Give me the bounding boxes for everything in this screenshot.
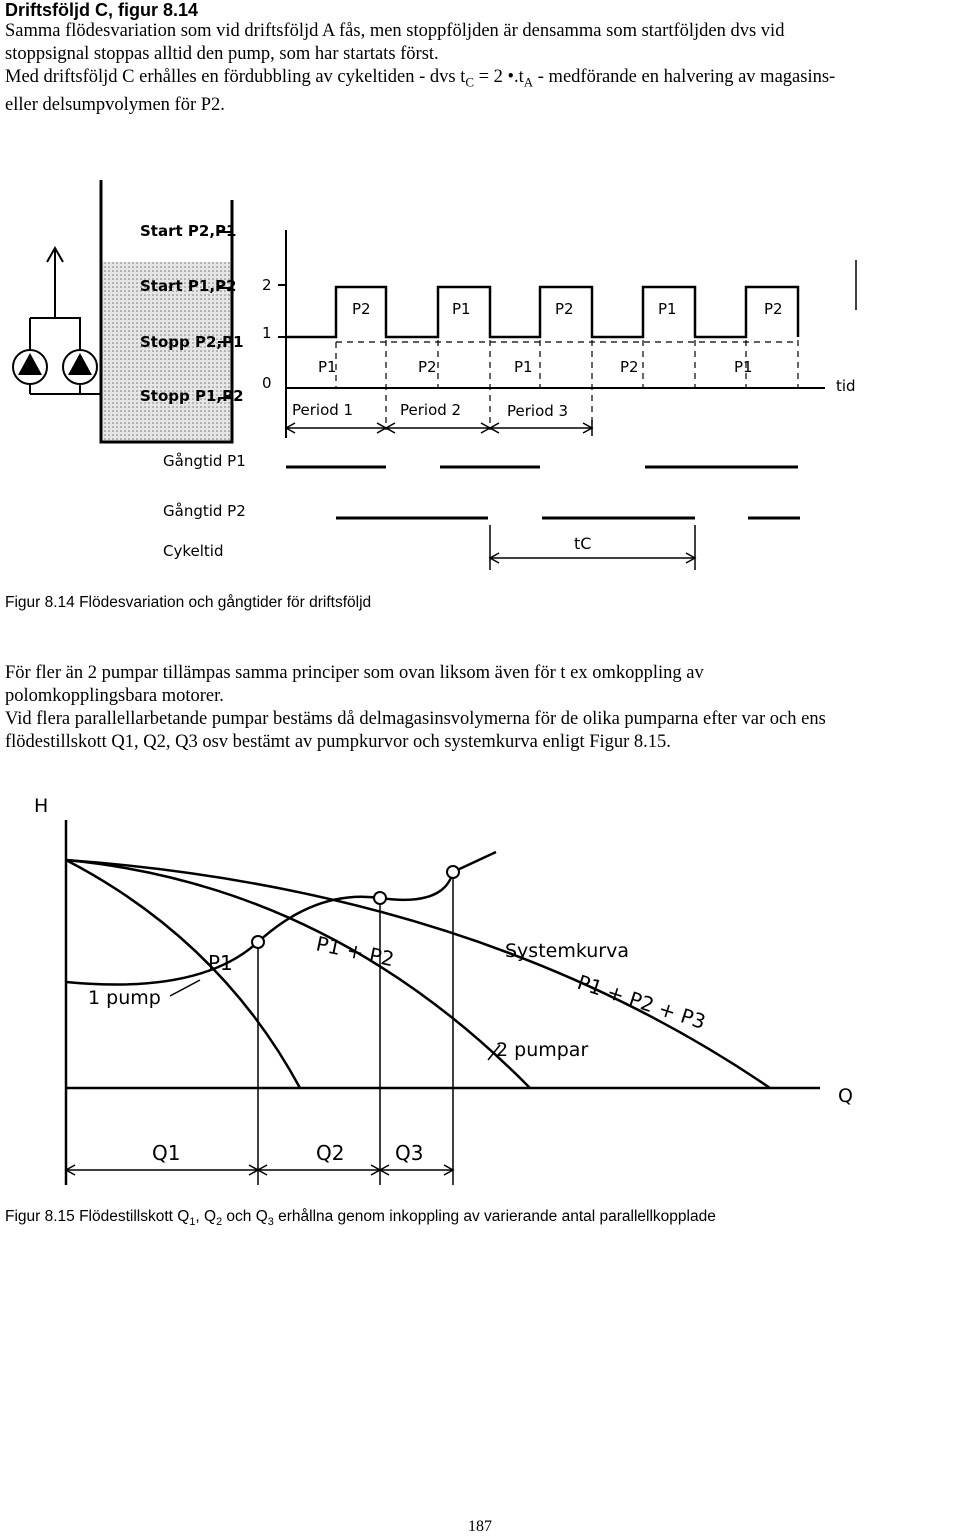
label-stopp-p1p2: Stopp P1,P2 <box>140 387 244 405</box>
intro-line-2: stoppsignal stoppas alltid den pump, som har startats först. <box>5 44 439 64</box>
body-line-1: För fler än 2 pumpar tillämpas samma principer som ovan liksom även för t ex omkoppling av <box>5 663 704 683</box>
gangtid-p2-label: Gångtid P2 <box>163 502 246 520</box>
body-paragraph <box>5 662 955 754</box>
cykeltid-label: Cykeltid <box>163 542 224 560</box>
q-axis-label: Q <box>838 1085 853 1107</box>
level-2-label: 2 <box>262 276 272 294</box>
h-axis-label: H <box>34 795 49 817</box>
tc-label: tC <box>574 534 592 553</box>
top-label: P2 <box>555 300 574 318</box>
q-brackets <box>66 878 453 1185</box>
level-1-label: 1 <box>262 324 272 342</box>
intro-line-3: Med driftsföljd C erhålles en fördubbling av cykeltiden - dvs $t_C = 2$ $•.t_A$ - medförande en halvering av magasins- <box>5 67 836 90</box>
label-q1: Q1 <box>152 1141 181 1165</box>
operating-point <box>252 936 264 948</box>
operating-point <box>374 892 386 904</box>
figure-8-14-diagram <box>0 170 960 590</box>
intro-line-4: eller delsumpvolymen för P2. <box>5 94 225 115</box>
bottom-label: P2 <box>418 358 437 376</box>
top-label: P1 <box>658 300 677 318</box>
figure-8-15-caption: Figur 8.15 Flödestillskott $Q_1$, $Q_2$ och $Q_3$ erhållna genom inkoppling av varierande antal parallellkopplade <box>5 1208 716 1229</box>
level-0-label: 0 <box>262 374 272 392</box>
figure-8-14-caption: Figur 8.14 Flödesvariation och gångtider för driftsföljd <box>5 594 372 611</box>
operating-point <box>447 866 459 878</box>
label-q2: Q2 <box>316 1141 345 1165</box>
body-line-4: flödestillskott Q1, Q2, Q3 osv bestämt av pumpkurvor och systemkurva enligt Figur 8.15. <box>5 732 671 752</box>
intro-line-1: Samma flödesvariation som vid driftsföljd A fås, men stoppföljden är densamma som startföljden dvs vid <box>5 21 785 41</box>
label-systemkurva: Systemkurva <box>505 940 630 962</box>
label-q3: Q3 <box>395 1141 424 1165</box>
label-p1: P1 <box>208 951 233 975</box>
system-curve <box>66 852 496 985</box>
label-1-pump: 1 pump <box>88 987 161 1009</box>
gangtid-p1-label: Gångtid P1 <box>163 452 246 470</box>
section-heading: Driftsföljd C, figur 8.14 <box>5 0 199 20</box>
bottom-label: P1 <box>318 358 337 376</box>
pump-curve-2 <box>66 860 530 1088</box>
label-stopp-p2p1: Stopp P2,P1 <box>140 333 244 351</box>
intro-paragraph <box>5 20 955 117</box>
body-line-2: polomkopplingsbara motorer. <box>5 686 224 706</box>
top-label: P2 <box>764 300 783 318</box>
period-label: Period 3 <box>507 402 569 420</box>
page-number: 187 <box>468 1518 492 1535</box>
period-arrows <box>286 420 592 436</box>
figure-8-15-diagram <box>0 790 960 1190</box>
bottom-label: P1 <box>734 358 753 376</box>
body-line-3: Vid flera parallellarbetande pumpar bestäms då delmagasinsvolymerna för de olika pumparna efter var och ens <box>5 709 826 729</box>
label-p1-p2-p3: P1 + P2 + P3 <box>574 969 709 1034</box>
pump-symbol-icon <box>63 350 97 384</box>
bottom-label: P2 <box>620 358 639 376</box>
top-label: P2 <box>352 300 371 318</box>
cycle-time-arrow <box>490 525 695 570</box>
label-2-pumpar: 2 pumpar <box>496 1039 589 1061</box>
bottom-label: P1 <box>514 358 533 376</box>
pump-symbol-icon <box>13 350 47 384</box>
label-start-p2p1: Start P2,P1 <box>140 222 237 240</box>
period-label: Period 2 <box>400 401 462 419</box>
label-start-p1p2: Start P1,P2 <box>140 277 237 295</box>
label-p1-p2: P1 + P2 <box>313 931 397 972</box>
period-label: Period 1 <box>292 401 354 419</box>
pump-curve-1 <box>66 860 300 1088</box>
time-axis-label: tid <box>836 377 856 395</box>
pump-curve-3 <box>66 860 770 1088</box>
top-label: P1 <box>452 300 471 318</box>
